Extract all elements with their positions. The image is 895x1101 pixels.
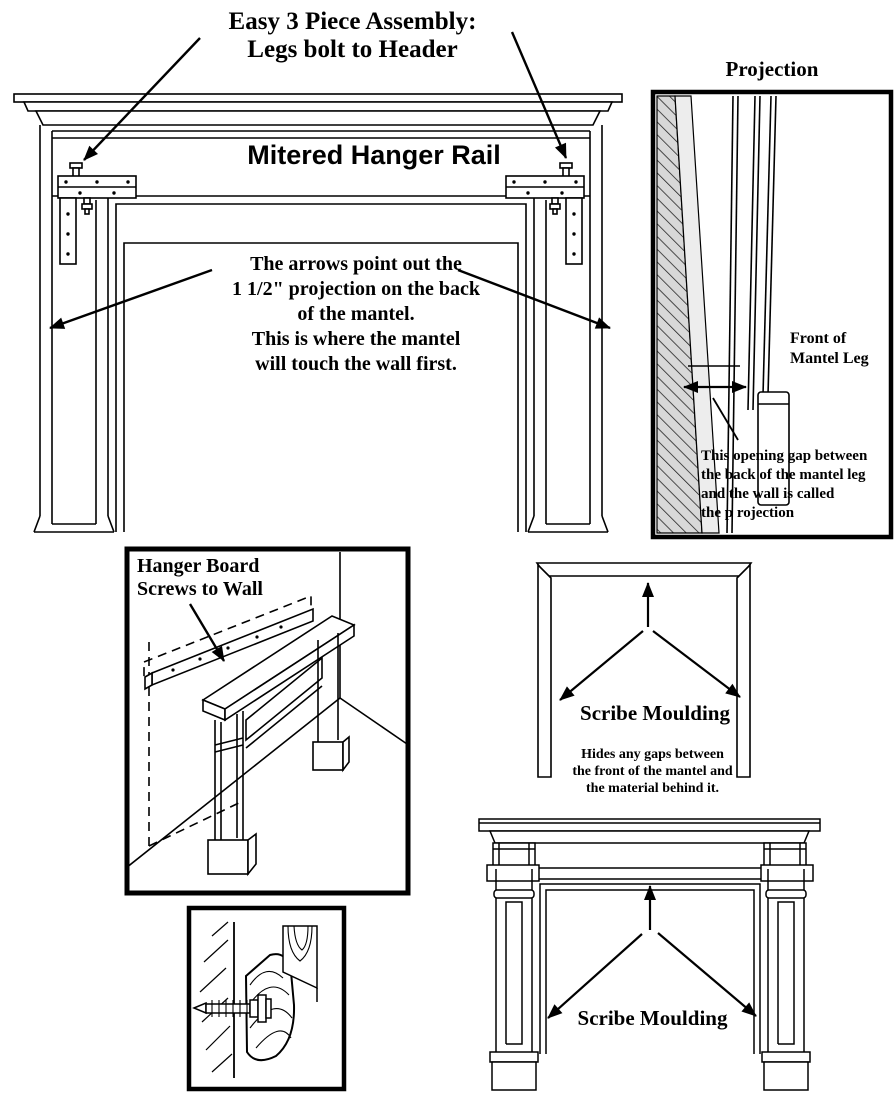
scribe-arrows [560,583,740,700]
projection-note [171,252,541,377]
gap-note-line: and the wall is called [701,486,835,502]
assembly-note-line: Legs bolt to Header [247,36,458,63]
projection-note-line: will touch the wall first. [255,353,457,375]
hanger-label-line: Hanger Board [137,555,260,577]
gap-note-line: This opening gap between [701,448,868,464]
mantel-shelf [14,94,622,102]
scribe-frame-art [537,563,751,777]
hanger-label-line: Screws to Wall [137,578,263,600]
down-right-arrow-icon [653,631,740,697]
mitered-hanger-rail-label: Mitered Hanger Rail [247,140,501,170]
front-label-line: Mantel Leg [790,350,869,367]
projection-panel-title: Projection [725,57,819,81]
projection-note-line: The arrows point out the [250,253,462,275]
down-left-arrow-icon [560,631,643,700]
scribe-arrows [548,886,756,1018]
right-pilaster [762,869,810,1090]
crown-moulding-upper [24,102,612,111]
crown-moulding [490,831,809,843]
down-right-arrow-icon [658,933,756,1016]
left-pilaster [490,869,538,1090]
scribe-top-strip [537,563,751,576]
projection-note-line: of the mantel. [297,303,415,325]
scribe-note-line: the material behind it. [586,781,719,796]
scribe-moulding-note [540,746,765,797]
scribe-note-line: Hides any gaps between [581,747,724,762]
screw-detail-art [189,908,344,1089]
bolt-icon [552,198,558,204]
projection-note-line: 1 1/2" projection on the back [232,278,480,300]
hanger-board-label [137,555,322,601]
projection-gap-note [701,447,891,523]
bottom-mantel-art [479,819,820,1090]
front-of-mantel-leg-label [790,329,890,369]
bolt-icon [84,198,90,204]
mantel-shelf [479,819,820,831]
breast-shelf-band [487,865,813,881]
gap-note-line: the back of the mantel leg [701,467,866,483]
hidden-wall-lines [144,596,311,846]
projection-note-line: This is where the mantel [251,328,461,350]
front-label-line: Front of [790,330,847,347]
assembly-note-line: Easy 3 Piece Assembly: [228,8,477,35]
assembly-note [160,8,545,64]
bottom-scribe-moulding-label: Scribe Moulding [577,1006,728,1030]
scribe-moulding-title: Scribe Moulding [580,701,730,725]
scribe-note-line: the front of the mantel and [572,764,733,779]
wall-section [200,922,234,1078]
gap-note-line: the p rojection [701,505,795,521]
